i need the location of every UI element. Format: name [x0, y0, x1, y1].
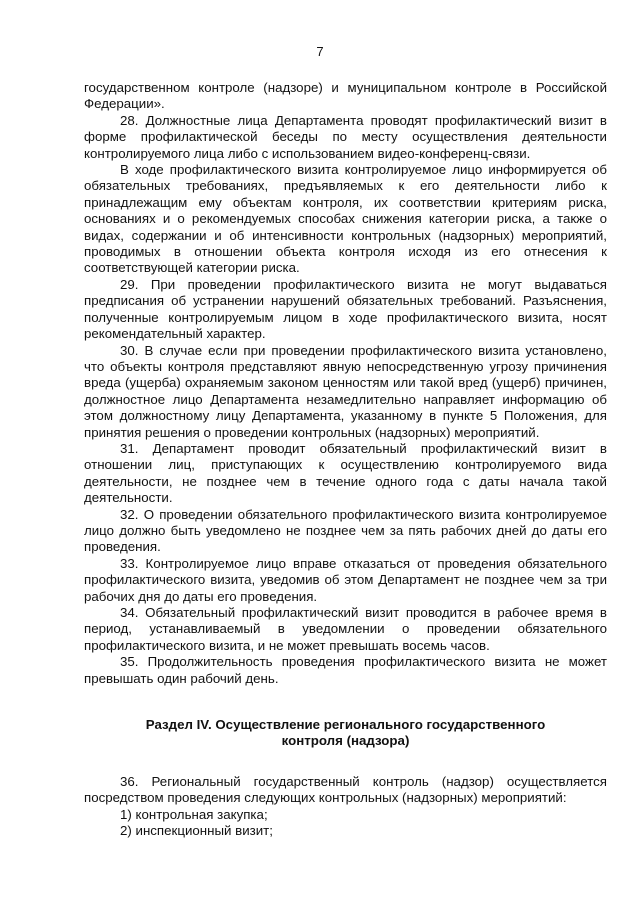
list-item: 2) инспекционный визит;: [120, 823, 273, 839]
section-heading-line2: контроля (надзора): [281, 733, 410, 749]
paragraph-28: 28. Должностные лица Департамента проводят профилактический визит в форме профилактической беседы по месту осуществления деятельности контролируемого лица либо с использованием видео-конференц-связи.: [84, 112, 607, 161]
document-body: [84, 80, 607, 839]
paragraph-29: 29. При проведении профилактического визита не могут выдаваться предписания об устранении нарушений обязательных требований. Разъяснения, полученные контролируемым лицом в ходе профилактического визита, носят рекомендательный характер.: [84, 276, 607, 342]
section-heading-line1: Раздел IV. Осуществление регионального государственного: [145, 717, 546, 733]
paragraph-35: 35. Продолжительность проведения профилактического визита не может превышать один рабочий день.: [84, 654, 607, 686]
paragraph-31: 31. Департамент проводит обязательный профилактический визит в отношении лиц, приступающих к осуществлению контролируемого вида деятельности, не позднее чем в течение одного года с даты начала такой деятельности.: [84, 440, 607, 506]
paragraph-36: 36. Региональный государственный контроль (надзор) осуществляется посредством проведения следующих контрольных (надзорных) мероприятий:: [84, 773, 607, 806]
paragraph-34: 34. Обязательный профилактический визит проводится в рабочее время в период, устанавливаемый в уведомлении о проведении обязательного профилактического визита, и не может превышать восемь часов.: [84, 605, 607, 653]
section-heading: [84, 717, 607, 750]
paragraph-32: 32. О проведении обязательного профилактического визита контролируемое лицо должно быть уведомлено не позднее чем за пять рабочих дней до даты его проведения.: [84, 506, 607, 555]
paragraph: государственном контроле (надзоре) и муниципальном контроле в Российской Федерации».: [84, 80, 607, 112]
paragraph-group-before: [84, 80, 607, 687]
paragraph-28-continued: В ходе профилактического визита контролируемое лицо информируется об обязательных требованиях, предъявляемых к его деятельности либо к принадлежащим ему объектам контроля, их соответствии критериям риска, основаниях и о рекомендуемых способах снижения категории риска, а также о видах, содержании и об интенсивности контрольных (надзорных) мероприятий, проводимых в отношении объекта контроля исходя из его отнесения к соответствующей категории риска.: [84, 162, 607, 276]
list-item: 1) контрольная закупка;: [120, 806, 268, 822]
paragraph-30: 30. В случае если при проведении профилактического визита установлено, что объекты контроля представляют явную непосредственную угрозу причинения вреда (ущерба) охраняемым законом ценностям или такой вред (ущерб) причинен, должностное лицо Департамента незамедлительно направляет информацию об этом должностному лицу Департамента, указанному в пункте 5 Положения, для принятия решения о проведении контрольных (надзорных) мероприятий.: [84, 342, 607, 440]
paragraph-33: 33. Контролируемое лицо вправе отказаться от проведения обязательного профилактического визита, уведомив об этом Департамент не позднее чем за три рабочих дня до даты его проведения.: [84, 555, 607, 604]
paragraph-group-after: [84, 774, 607, 840]
page-number: 7: [316, 44, 324, 59]
